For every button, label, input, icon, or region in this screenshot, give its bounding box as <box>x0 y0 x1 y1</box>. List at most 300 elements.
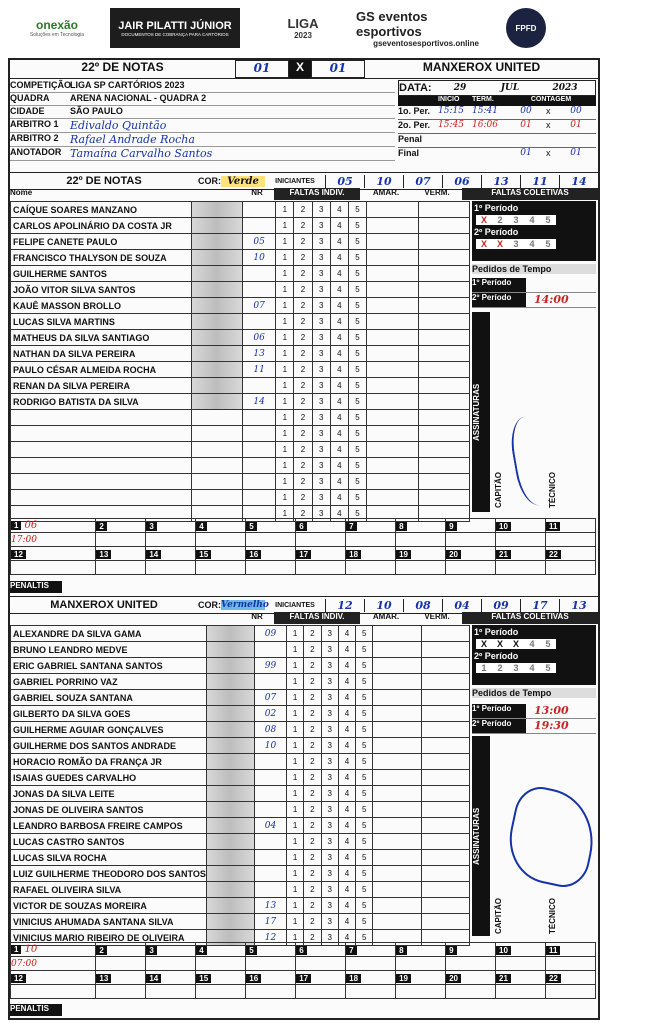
foul-cell: 4 <box>338 706 355 722</box>
team2-player-nr: 07 <box>255 690 287 706</box>
goal-cell <box>446 971 496 985</box>
team2-faltas-p2: 2º Período <box>474 651 519 661</box>
team2-player-nr <box>255 754 287 770</box>
foul-cell: 5 <box>348 394 366 410</box>
goal-cell <box>545 519 595 533</box>
team2-player-name: LUIZ GUILHERME THEODORO DOS SANTOS <box>11 866 207 882</box>
vermelho-cell <box>421 674 469 690</box>
quadra-value: ARENA NACIONAL - QUADRA 2 <box>70 93 207 103</box>
amarelo-cell <box>367 298 418 314</box>
foul-cell: 4 <box>338 658 355 674</box>
team1-player-name <box>11 426 192 442</box>
team2-cor-label: COR: <box>198 600 221 610</box>
foul-cell: 4 <box>330 362 348 378</box>
redacted-id <box>206 834 254 850</box>
team2-iniciante: 12 <box>325 599 364 612</box>
goal-cell <box>146 957 196 971</box>
goal-cell <box>246 533 296 547</box>
team1-goal1-time: 17:00 <box>11 535 37 545</box>
goal-cell <box>246 971 296 985</box>
table-row <box>11 394 470 410</box>
foul-cell: 2 <box>304 674 321 690</box>
foul-cell: 5 <box>356 674 373 690</box>
goal-cell <box>296 957 346 971</box>
goal-cell <box>496 985 546 999</box>
foul-cell: 1 <box>276 410 294 426</box>
foul-cell: 4 <box>330 250 348 266</box>
p2-start: 15:45 <box>438 120 464 130</box>
goal-cell <box>545 533 595 547</box>
redacted-id <box>206 626 254 642</box>
team1-iniciante: 05 <box>325 175 364 188</box>
goal-cell <box>296 971 346 985</box>
amarelo-cell <box>367 426 418 442</box>
goal-row <box>11 547 596 561</box>
team2-player-nr: 99 <box>255 658 287 674</box>
amarelo-cell <box>367 218 418 234</box>
foul-cell: 1 <box>276 202 294 218</box>
team2-player-nr <box>255 674 287 690</box>
p1-score-b: 00 <box>570 106 582 116</box>
foul-cell: 2 <box>304 690 321 706</box>
foul-cell: 4 <box>330 298 348 314</box>
team2-faltas-coletivas: FALTAS COLETIVAS <box>462 612 598 624</box>
amarelo-cell <box>373 834 421 850</box>
foul-cell: 5 <box>348 410 366 426</box>
goal-number: 7 <box>346 522 356 531</box>
foul-cell: 5 <box>356 738 373 754</box>
foul-cell: 5 <box>356 690 373 706</box>
arbitro2-label: ARBITRO 2 <box>10 133 59 143</box>
goal-number: 18 <box>346 974 361 983</box>
goal-cell <box>146 547 196 561</box>
amarelo-cell <box>367 250 418 266</box>
foul-cell: 4 <box>338 642 355 658</box>
goal-cell <box>496 533 546 547</box>
table-row <box>11 218 470 234</box>
foul-cell: 1 <box>286 850 303 866</box>
goal-cell <box>545 943 595 957</box>
foul-cell: 3 <box>312 330 330 346</box>
foul-cell: 4 <box>330 426 348 442</box>
team1-iniciante: 11 <box>520 175 559 188</box>
foul-cell: 2 <box>304 866 321 882</box>
team2-assinaturas: ASSINATURAS <box>472 736 490 936</box>
team2-col-amar: AMAR. <box>372 612 400 621</box>
team2-players-table <box>10 625 470 946</box>
foul-cell: 4 <box>330 410 348 426</box>
team2-player-name: BRUNO LEANDRO MEDVE <box>11 642 207 658</box>
foul-cell: 4 <box>338 898 355 914</box>
foul-cell: 3 <box>312 346 330 362</box>
vermelho-cell <box>418 250 470 266</box>
goal-cell <box>346 971 396 985</box>
goal-number: 4 <box>196 522 206 531</box>
foul-cell: 3 <box>321 818 338 834</box>
amarelo-cell <box>373 818 421 834</box>
vermelho-cell <box>418 346 470 362</box>
cidade-label: CIDADE <box>10 106 45 116</box>
goal-row <box>11 971 596 985</box>
foul-cell: 4 <box>330 202 348 218</box>
table-row <box>11 642 470 658</box>
p2-label: 2o. Per. <box>398 120 431 130</box>
foul-cell: 2 <box>294 490 312 506</box>
team2-pedido1-label: 1º Período <box>472 704 526 718</box>
vermelho-cell <box>421 802 469 818</box>
foul-cell: 2 <box>304 882 321 898</box>
foul-cell: 4 <box>338 850 355 866</box>
foul-cell: 5 <box>348 218 366 234</box>
goal-cell <box>396 533 446 547</box>
goal-cell <box>196 519 246 533</box>
team1-col-amar: AMAR. <box>372 188 400 197</box>
table-row <box>11 474 470 490</box>
foul-cell: 2 <box>304 786 321 802</box>
foul-cell: 4 <box>330 234 348 250</box>
p2-end: 16:06 <box>472 120 498 130</box>
foul-cell: 2 <box>294 266 312 282</box>
contagem-label: CONTAGEM <box>530 96 572 103</box>
team1-player-nr <box>243 378 276 394</box>
amarelo-cell <box>367 266 418 282</box>
team1-col-verm: VERM. <box>424 188 450 197</box>
goal-cell <box>446 943 496 957</box>
team2-player-nr <box>255 850 287 866</box>
foul-cell: 2 <box>294 298 312 314</box>
goal-number: 8 <box>396 522 406 531</box>
team2-player-name: VINICIUS MARIO RIBEIRO DE OLIVEIRA <box>11 930 207 946</box>
foul-cell: 3 <box>312 298 330 314</box>
score-b: 01 <box>311 60 365 78</box>
table-row <box>11 802 470 818</box>
goal-cell <box>196 561 246 575</box>
foul-cell: 3 <box>312 218 330 234</box>
foul-cell: 3 <box>321 754 338 770</box>
goal-number: 21 <box>496 550 511 559</box>
inicio-label: INICIO <box>438 96 460 103</box>
goal-number: 17 <box>296 974 311 983</box>
amarelo-cell <box>373 722 421 738</box>
foul-cell: 5 <box>348 266 366 282</box>
goal-cell <box>545 547 595 561</box>
table-row <box>11 626 470 642</box>
team2-iniciantes-label: INICIANTES <box>275 601 315 609</box>
foul-cell: 4 <box>338 930 355 946</box>
date-month: JUL <box>500 83 520 93</box>
team1-faltas-coletivas: FALTAS COLETIVAS <box>462 188 598 200</box>
team2-col-nr: NR <box>251 612 263 621</box>
team1-player-nr: 06 <box>243 330 276 346</box>
goal-number: 3 <box>146 522 156 531</box>
team1-player-name <box>11 474 192 490</box>
goal-number: 9 <box>446 522 456 531</box>
final-score-b: 01 <box>570 148 582 158</box>
foul-cell: 2 <box>294 458 312 474</box>
team2-player-name: JONAS DE OLIVEIRA SANTOS <box>11 802 207 818</box>
arbitro1-label: ARBITRO 1 <box>10 119 59 129</box>
redacted-id <box>206 722 254 738</box>
redacted-id <box>206 674 254 690</box>
vermelho-cell <box>421 642 469 658</box>
goal-number: 22 <box>546 974 561 983</box>
amarelo-cell <box>367 378 418 394</box>
foul-cell: 5 <box>356 626 373 642</box>
goal-number: 11 <box>546 522 560 531</box>
logo-liga <box>272 8 334 48</box>
goal-cell <box>446 985 496 999</box>
goal-cell <box>545 957 595 971</box>
vermelho-cell <box>418 330 470 346</box>
goal-cell <box>545 985 595 999</box>
foul-cell: 3 <box>321 930 338 946</box>
team2-pedido1: 13:00 <box>534 704 569 717</box>
amarelo-cell <box>367 314 418 330</box>
foul-cell: 3 <box>321 834 338 850</box>
team2-iniciante: 04 <box>442 599 481 612</box>
foul-cell: 1 <box>276 234 294 250</box>
redacted-id <box>191 250 242 266</box>
vermelho-cell <box>418 218 470 234</box>
redacted-id <box>206 818 254 834</box>
foul-cell: 3 <box>312 234 330 250</box>
team1-tecnico: TÉCNICO <box>548 472 557 508</box>
team1-player-nr <box>243 458 276 474</box>
team2-iniciante: 17 <box>520 599 559 612</box>
goal-cell <box>11 519 96 533</box>
goal-cell <box>396 957 446 971</box>
amarelo-cell <box>367 410 418 426</box>
redacted-id <box>206 690 254 706</box>
goal-number: 17 <box>296 550 311 559</box>
team2-player-nr: 09 <box>255 626 287 642</box>
foul-cell: 3 <box>321 882 338 898</box>
foul-cell: 3 <box>312 362 330 378</box>
team2-iniciante: 09 <box>481 599 520 612</box>
goal-cell <box>396 985 446 999</box>
goal-cell <box>96 971 146 985</box>
foul-cell: 5 <box>356 866 373 882</box>
team2-goal1: 10 <box>24 944 38 955</box>
foul-cell: 1 <box>276 298 294 314</box>
team1-player-nr <box>243 202 276 218</box>
amarelo-cell <box>367 234 418 250</box>
team1-pedidos: Pedidos de Tempo <box>472 264 596 274</box>
team1-player-name <box>11 442 192 458</box>
foul-cell: 2 <box>294 474 312 490</box>
foul-cell: 1 <box>276 458 294 474</box>
redacted-id <box>206 786 254 802</box>
foul-cell: 4 <box>338 834 355 850</box>
amarelo-cell <box>373 866 421 882</box>
foul-cell: 1 <box>276 490 294 506</box>
table-row <box>11 362 470 378</box>
foul-cell: 3 <box>321 722 338 738</box>
foul-cell: 1 <box>276 250 294 266</box>
vermelho-cell <box>421 690 469 706</box>
goal-number: 7 <box>346 946 356 955</box>
team1-player-name: PAULO CÉSAR ALMEIDA ROCHA <box>11 362 192 378</box>
competicao-value: LIGA SP CARTÓRIOS 2023 <box>70 80 185 90</box>
foul-cell: 3 <box>312 202 330 218</box>
table-row <box>11 882 470 898</box>
goal-row <box>11 561 596 575</box>
goal-cell <box>11 533 96 547</box>
goal-cell <box>496 971 546 985</box>
foul-cell: 3 <box>312 474 330 490</box>
table-row <box>11 706 470 722</box>
goal-cell <box>146 985 196 999</box>
team1-player-nr <box>243 218 276 234</box>
team2-iniciante: 10 <box>364 599 403 612</box>
logo-liga-text: LIGA <box>287 16 319 31</box>
foul-cell: 1 <box>276 442 294 458</box>
redacted-id <box>191 314 242 330</box>
team1-faltas-block: 1º Período X 2 3 4 5 2º Período X X 3 4 5 <box>472 201 596 261</box>
goal-number: 12 <box>11 550 26 559</box>
team1-player-name: KAUÊ MASSON BROLLO <box>11 298 192 314</box>
team2-faltas-p1: 1º Período <box>474 627 519 637</box>
goal-number: 4 <box>196 946 206 955</box>
team1-iniciante: 06 <box>442 175 481 188</box>
goal-cell <box>496 519 546 533</box>
team1-signature <box>507 412 568 509</box>
foul-cell: 3 <box>312 426 330 442</box>
table-row <box>11 722 470 738</box>
foul-cell: 5 <box>348 298 366 314</box>
redacted-id <box>191 266 242 282</box>
foul-cell: 2 <box>294 506 312 522</box>
foul-cell: 2 <box>294 234 312 250</box>
team2-player-name: LEANDRO BARBOSA FREIRE CAMPOS <box>11 818 207 834</box>
foul-cell: 1 <box>286 898 303 914</box>
foul-cell: 5 <box>356 802 373 818</box>
goal-cell <box>396 547 446 561</box>
amarelo-cell <box>367 202 418 218</box>
redacted-id <box>206 898 254 914</box>
penal-label: Penal <box>398 134 423 144</box>
team1-player-name: GUILHERME SANTOS <box>11 266 192 282</box>
final-score-a: 01 <box>520 148 532 158</box>
goal-number: 5 <box>246 946 256 955</box>
team2-goals-table <box>10 942 596 999</box>
goal-number: 1 <box>11 945 21 954</box>
foul-cell: 2 <box>304 818 321 834</box>
goal-cell <box>496 561 546 575</box>
foul-cell: 1 <box>276 394 294 410</box>
team1-player-name: RENAN DA SILVA PEREIRA <box>11 378 192 394</box>
team2-player-nr: 10 <box>255 738 287 754</box>
goal-cell <box>96 533 146 547</box>
redacted-id <box>191 282 242 298</box>
team1-player-name: NATHAN DA SILVA PEREIRA <box>11 346 192 362</box>
team2-player-name: GUILHERME DOS SANTOS ANDRADE <box>11 738 207 754</box>
vermelho-cell <box>421 706 469 722</box>
team1-player-nr: 07 <box>243 298 276 314</box>
foul-cell: 1 <box>286 834 303 850</box>
team1-player-nr <box>243 282 276 298</box>
anotador-label: ANOTADOR <box>10 147 62 157</box>
foul-cell: 1 <box>286 722 303 738</box>
team1-player-nr: 05 <box>243 234 276 250</box>
amarelo-cell <box>367 282 418 298</box>
goal-cell <box>146 533 196 547</box>
team1-player-nr <box>243 266 276 282</box>
logo-gs <box>356 8 496 48</box>
foul-cell: 5 <box>348 378 366 394</box>
team1-player-nr: 14 <box>243 394 276 410</box>
goal-cell <box>96 943 146 957</box>
foul-cell: 3 <box>312 266 330 282</box>
table-row <box>11 834 470 850</box>
team1-iniciante: 14 <box>559 175 598 188</box>
vermelho-cell <box>421 626 469 642</box>
foul-cell: 5 <box>356 898 373 914</box>
foul-cell: 2 <box>294 314 312 330</box>
goal-number: 16 <box>246 974 261 983</box>
goal-number: 20 <box>446 550 461 559</box>
goal-number: 1 <box>11 521 21 530</box>
foul-cell: 5 <box>348 506 366 522</box>
foul-cell: 5 <box>356 930 373 946</box>
team1-player-nr <box>243 474 276 490</box>
vermelho-cell <box>418 474 470 490</box>
team2-tecnico: TÉCNICO <box>548 898 557 934</box>
team1-player-nr <box>243 442 276 458</box>
table-row <box>11 234 470 250</box>
goal-number: 21 <box>496 974 511 983</box>
goal-cell <box>96 519 146 533</box>
redacted-id <box>206 754 254 770</box>
team1-player-name: JOÃO VITOR SILVA SANTOS <box>11 282 192 298</box>
foul-cell: 1 <box>286 930 303 946</box>
amarelo-cell <box>367 346 418 362</box>
goal-cell <box>246 943 296 957</box>
p1-start: 15:15 <box>438 106 464 116</box>
logo-conexao <box>22 8 92 48</box>
team1-iniciante: 10 <box>364 175 403 188</box>
foul-cell: 3 <box>321 738 338 754</box>
goal-cell <box>11 561 96 575</box>
goal-number: 14 <box>146 550 161 559</box>
team2-player-nr: 08 <box>255 722 287 738</box>
team2-signature <box>501 782 603 891</box>
team2-player-name: GABRIEL PORRINO VAZ <box>11 674 207 690</box>
foul-cell: 4 <box>338 802 355 818</box>
goal-number: 11 <box>546 946 560 955</box>
foul-cell: 5 <box>348 474 366 490</box>
p2-score-a: 01 <box>520 120 532 130</box>
foul-cell: 1 <box>286 802 303 818</box>
foul-cell: 2 <box>304 834 321 850</box>
goal-number: 6 <box>296 946 306 955</box>
amarelo-cell <box>373 802 421 818</box>
foul-cell: 4 <box>338 690 355 706</box>
foul-cell: 2 <box>294 378 312 394</box>
vermelho-cell <box>421 914 469 930</box>
date-year: 2023 <box>552 83 578 93</box>
foul-cell: 5 <box>348 202 366 218</box>
foul-cell: 1 <box>276 330 294 346</box>
goal-cell <box>446 547 496 561</box>
vermelho-cell <box>418 490 470 506</box>
team1-assinaturas: ASSINATURAS <box>472 312 490 512</box>
table-row <box>11 850 470 866</box>
team1-player-name: CARLOS APOLINÁRIO DA COSTA JR <box>11 218 192 234</box>
goal-cell <box>96 985 146 999</box>
table-row <box>11 786 470 802</box>
goal-row <box>11 957 596 971</box>
